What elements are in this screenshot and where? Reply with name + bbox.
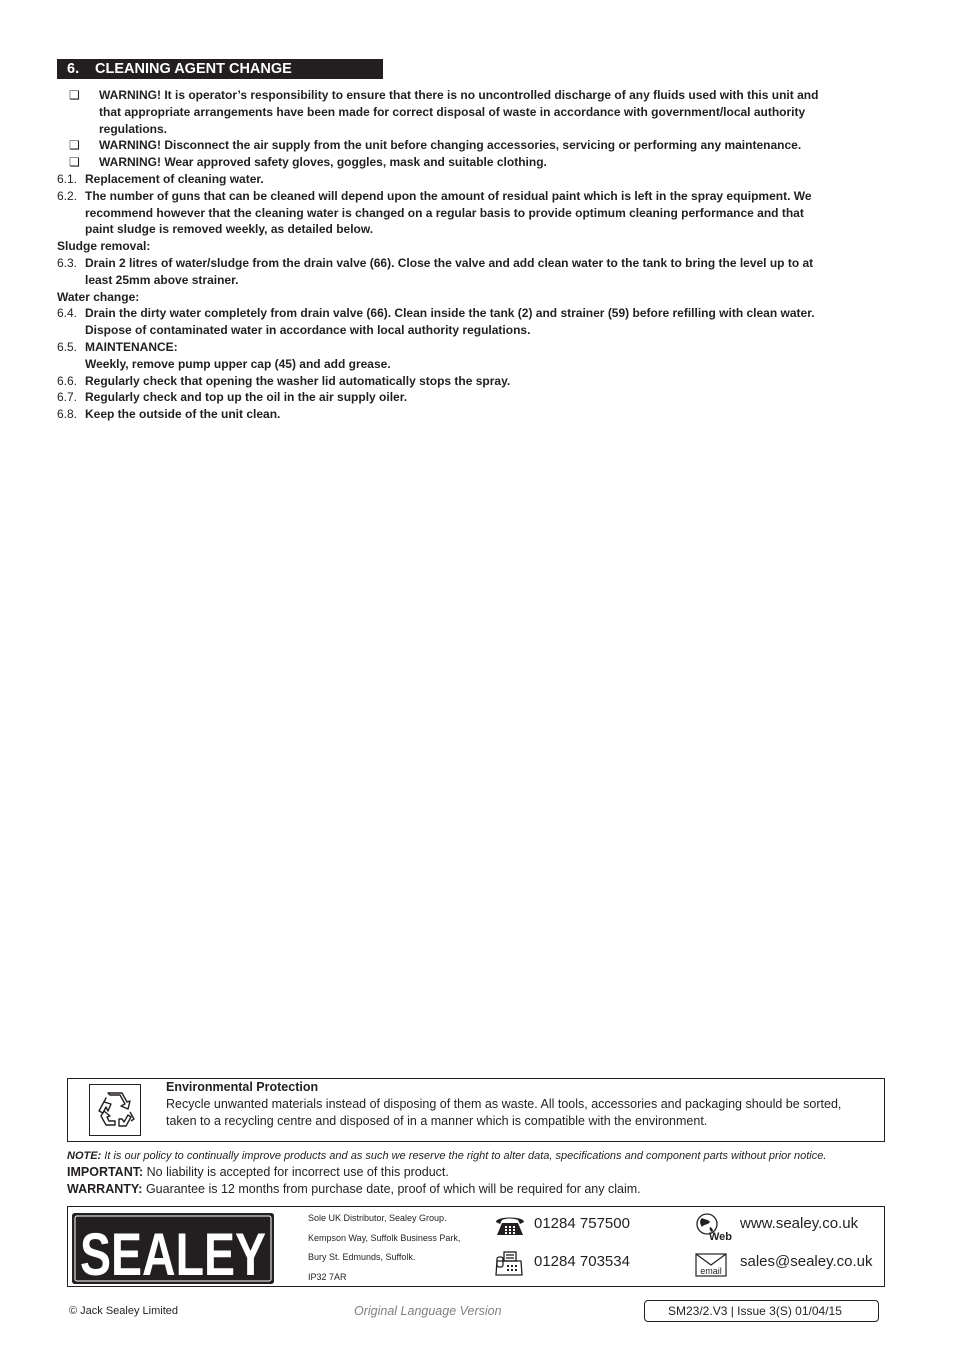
warning-line: that appropriate arrangements have been made for correct disposal of waste in accordance with government/local authority	[99, 104, 806, 119]
globe-web-icon	[695, 1213, 735, 1246]
list-item	[57, 171, 887, 188]
section-header	[57, 59, 383, 79]
sealey-logo	[72, 1213, 274, 1284]
fax-number[interactable]: 01284 703534	[534, 1253, 630, 1270]
contact-footer	[67, 1206, 885, 1287]
list-item	[57, 373, 887, 390]
item-number: 6.5.	[57, 339, 78, 354]
section-number: 6.	[67, 61, 80, 77]
warning-item	[57, 154, 887, 171]
note-label: NOTE:	[67, 1150, 102, 1162]
website-link[interactable]: www.sealey.co.uk	[740, 1215, 859, 1232]
item-text: Dispose of contaminated water in accordance with local authority regulations.	[85, 323, 531, 338]
item-number: 6.7.	[57, 390, 78, 405]
environment-title: Environmental Protection	[166, 1080, 319, 1094]
item-number: 6.3.	[57, 255, 78, 270]
checkbox-bullet-icon: ❑	[69, 88, 80, 102]
warranty-label: WARRANTY:	[67, 1182, 143, 1196]
important-notice	[67, 1165, 449, 1179]
item-text: Replacement of cleaning water.	[85, 171, 264, 186]
address-line: Bury St. Edmunds, Suffolk.	[308, 1252, 416, 1262]
address-line: IP32 7AR	[308, 1271, 347, 1282]
warranty-notice	[67, 1182, 641, 1196]
list-item	[57, 389, 887, 406]
checkbox-bullet-icon: ❑	[69, 138, 80, 153]
email-envelope-icon	[695, 1253, 727, 1282]
item-text: Drain the dirty water completely from drain valve (66). Clean inside the tank (2) and strainer (59) before refilling with clean water.	[85, 306, 815, 321]
item-number: 6.8.	[57, 407, 78, 422]
phone-number[interactable]: 01284 757500	[534, 1215, 630, 1232]
item-text: Weekly, remove pump upper cap (45) and add grease.	[85, 356, 391, 371]
important-label: IMPORTANT:	[67, 1165, 144, 1179]
list-item	[57, 305, 887, 339]
original-language-version: Original Language Version	[354, 1304, 502, 1318]
fax-icon	[494, 1251, 524, 1282]
item-number: 6.1.	[57, 171, 78, 186]
environment-line: Recycle unwanted materials instead of disposing of them as waste. All tools, accessories and packaging should be sorted,	[166, 1097, 842, 1111]
section-title: CLEANING AGENT CHANGE	[95, 61, 292, 77]
item-text: The number of guns that can be cleaned will depend upon the amount of residual paint which is left in the spray equipment. We	[85, 188, 812, 203]
list-item	[57, 188, 887, 238]
item-number: 6.2.	[57, 188, 78, 203]
item-text: recommend however that the cleaning water is changed on a regular basis to provide optimum cleaning performance and that	[85, 205, 804, 220]
subheading-water: Water change:	[57, 289, 140, 304]
warning-item	[57, 137, 887, 154]
warning-line: regulations.	[99, 121, 168, 136]
warranty-text: Guarantee is 12 months from purchase date, proof of which will be required for any claim.	[145, 1182, 641, 1196]
logo-text: SEALEY	[80, 1221, 266, 1284]
address-line: Kempson Way, Suffolk Business Park,	[308, 1232, 461, 1243]
email-label: email	[700, 1266, 722, 1276]
distributor-address	[308, 1209, 460, 1287]
item-text: Regularly check and top up the oil in the air supply oiler.	[85, 390, 408, 405]
issue-badge: SM23/2.V3 | Issue 3(S) 01/04/15	[644, 1300, 879, 1322]
recycle-icon	[89, 1084, 141, 1136]
warning-line: WARNING! Disconnect the air supply from the unit before changing accessories, servicing or performing any maintenance.	[99, 138, 802, 153]
item-text: paint sludge is removed weekly, as detailed below.	[85, 222, 374, 237]
list-item	[57, 339, 887, 373]
section-content	[57, 87, 887, 423]
note-text: It is our policy to continually improve products and as such we reserve the right to alter data, specifications and component parts without prior notice.	[104, 1150, 827, 1162]
environmental-protection-box	[67, 1078, 885, 1142]
warning-line: WARNING! Wear approved safety gloves, goggles, mask and suitable clothing.	[99, 155, 547, 170]
environment-text	[166, 1096, 878, 1130]
item-text: Drain 2 litres of water/sludge from the drain valve (66). Close the valve and add clean water to the tank to bring the level up to at	[85, 255, 814, 270]
warning-line: WARNING! It is operator’s responsibility to ensure that there is no uncontrolled discharge of any fluids used with this unit and	[99, 88, 819, 102]
list-item	[57, 406, 887, 423]
item-text: Keep the outside of the unit clean.	[85, 407, 281, 422]
copyright: © Jack Sealey Limited	[69, 1305, 178, 1317]
telephone-icon	[494, 1213, 526, 1242]
email-address[interactable]: sales@sealey.co.uk	[740, 1253, 873, 1270]
subheading-sludge: Sludge removal:	[57, 239, 151, 254]
list-item	[57, 255, 887, 289]
address-line: Sole UK Distributor, Sealey Group.	[308, 1213, 447, 1223]
warning-item	[57, 87, 887, 137]
environment-line: taken to a recycling centre and disposed of in a manner which is compatible with the environment.	[166, 1114, 708, 1128]
item-text: MAINTENANCE:	[85, 339, 178, 354]
checkbox-bullet-icon: ❑	[69, 155, 80, 170]
item-number: 6.4.	[57, 306, 78, 321]
item-text: least 25mm above strainer.	[85, 272, 239, 287]
policy-note	[67, 1150, 826, 1162]
web-label: Web	[709, 1231, 733, 1241]
item-text: Regularly check that opening the washer lid automatically stops the spray.	[85, 373, 511, 388]
important-text: No liability is accepted for incorrect use of this product.	[146, 1165, 449, 1179]
item-number: 6.6.	[57, 373, 78, 388]
